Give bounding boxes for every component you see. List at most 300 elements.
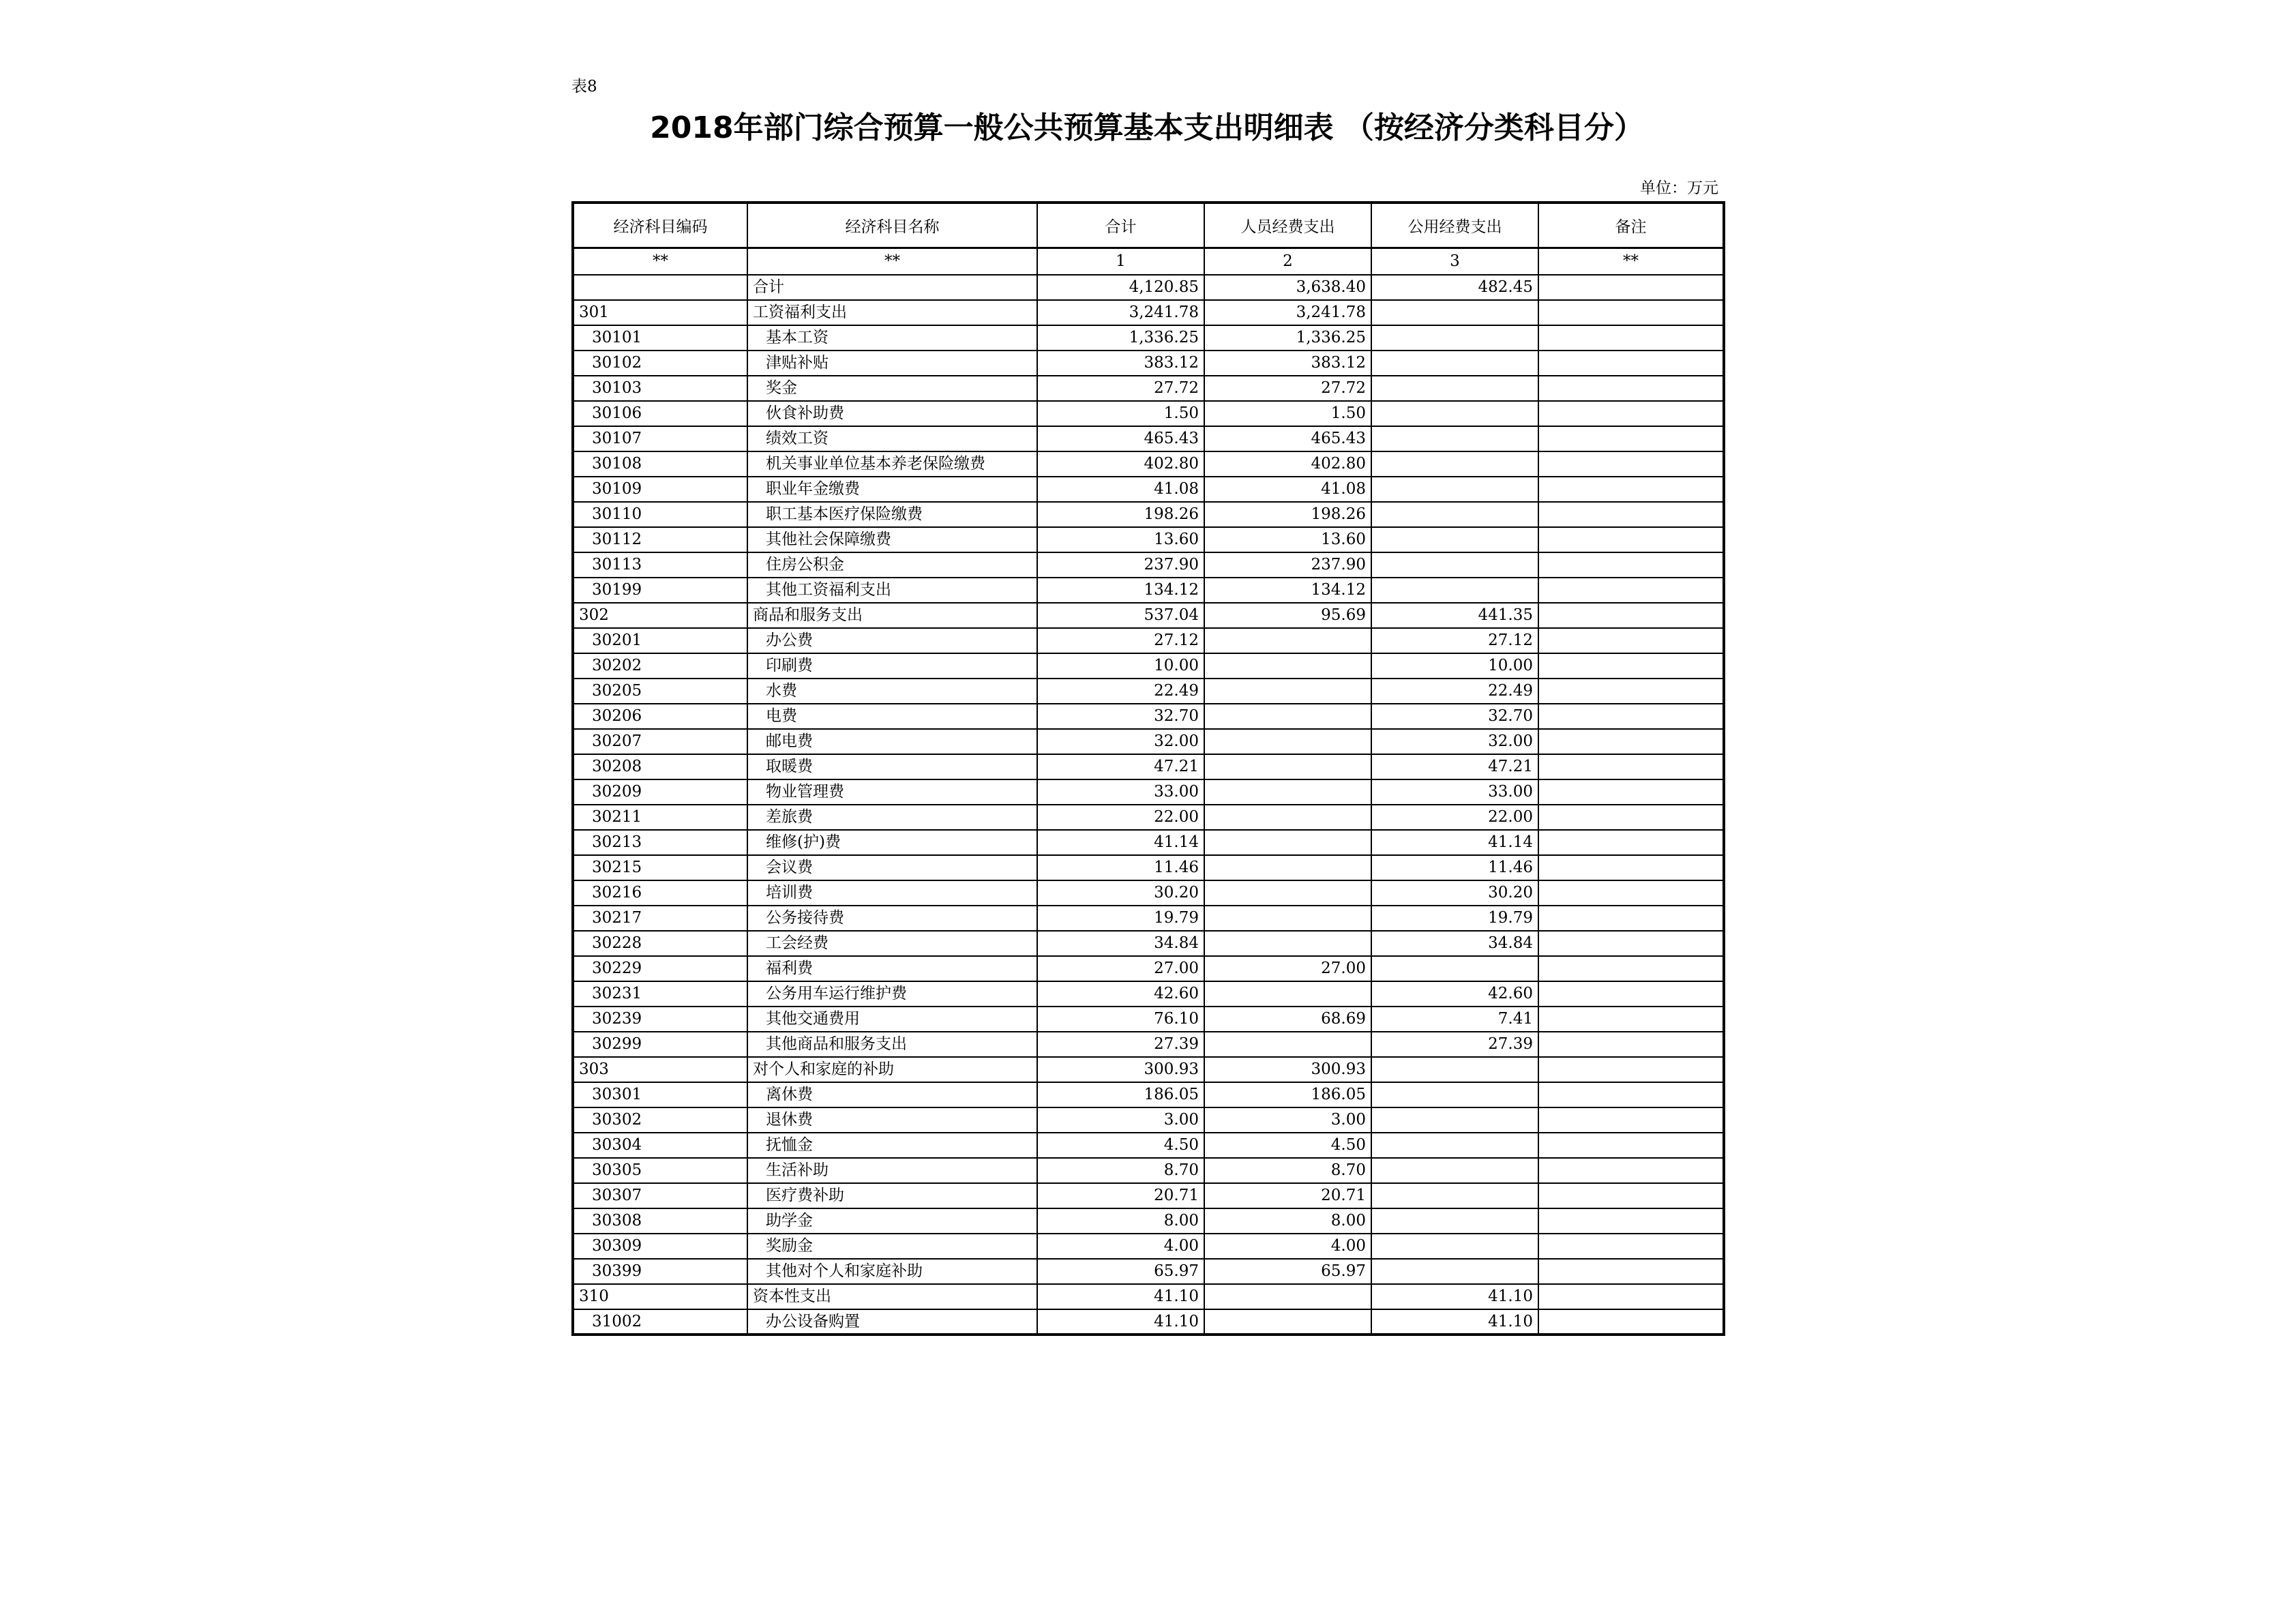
cell-note bbox=[1538, 502, 1724, 527]
cell-note bbox=[1538, 376, 1724, 401]
cell-personnel: 383.12 bbox=[1204, 351, 1371, 376]
cell-public: 19.79 bbox=[1371, 906, 1538, 931]
cell-total: 19.79 bbox=[1037, 906, 1204, 931]
cell-total: 383.12 bbox=[1037, 351, 1204, 376]
table-row bbox=[573, 1259, 1724, 1284]
cell-name: 电费 bbox=[747, 704, 1037, 729]
cell-total: 20.71 bbox=[1037, 1183, 1204, 1208]
cell-total: 76.10 bbox=[1037, 1007, 1204, 1032]
cell-name: 公务接待费 bbox=[747, 906, 1037, 931]
cell-note bbox=[1538, 906, 1724, 931]
cell-personnel bbox=[1204, 805, 1371, 830]
table-label: 表8 bbox=[571, 78, 597, 95]
table-row bbox=[573, 956, 1724, 981]
cell-total: 41.08 bbox=[1037, 477, 1204, 502]
cell-total: 22.49 bbox=[1037, 679, 1204, 704]
cell-code: 30109 bbox=[573, 477, 747, 502]
cell-code: 303 bbox=[573, 1057, 747, 1082]
cell-public bbox=[1371, 1259, 1538, 1284]
cell-personnel: 1.50 bbox=[1204, 401, 1371, 426]
page-title: 2018年部门综合预算一般公共预算基本支出明细表 （按经济分类科目分） bbox=[650, 110, 1644, 145]
table-row bbox=[573, 931, 1724, 956]
table-row bbox=[573, 1107, 1724, 1133]
cell-name: 维修(护)费 bbox=[747, 830, 1037, 855]
cell-name: 其他社会保障缴费 bbox=[747, 527, 1037, 552]
cell-code: 30216 bbox=[573, 880, 747, 906]
header-note: 备注 bbox=[1538, 203, 1724, 248]
cell-name: 其他工资福利支出 bbox=[747, 578, 1037, 603]
cell-public: 441.35 bbox=[1371, 603, 1538, 628]
cell-code: 30108 bbox=[573, 451, 747, 477]
cell-total: 300.93 bbox=[1037, 1057, 1204, 1082]
header-row bbox=[573, 203, 1724, 248]
cell-name: 其他商品和服务支出 bbox=[747, 1032, 1037, 1057]
cell-note bbox=[1538, 805, 1724, 830]
cell-total: 34.84 bbox=[1037, 931, 1204, 956]
cell-note bbox=[1538, 1158, 1724, 1183]
cell-personnel: 65.97 bbox=[1204, 1259, 1371, 1284]
cell-total: 4.00 bbox=[1037, 1234, 1204, 1259]
cell-code: 30102 bbox=[573, 351, 747, 376]
cell-personnel: 300.93 bbox=[1204, 1057, 1371, 1082]
cell-public: 10.00 bbox=[1371, 653, 1538, 679]
table-row bbox=[573, 1208, 1724, 1234]
cell-public: 22.00 bbox=[1371, 805, 1538, 830]
cell-public bbox=[1371, 300, 1538, 325]
cell-name: 商品和服务支出 bbox=[747, 603, 1037, 628]
cell-code: 30199 bbox=[573, 578, 747, 603]
cell-note bbox=[1538, 477, 1724, 502]
cell-public bbox=[1371, 1158, 1538, 1183]
cell-personnel: 27.72 bbox=[1204, 376, 1371, 401]
cell-total: 32.70 bbox=[1037, 704, 1204, 729]
cell-total: 3,241.78 bbox=[1037, 300, 1204, 325]
cell-note bbox=[1538, 1032, 1724, 1057]
table-row bbox=[573, 1082, 1724, 1107]
cell-note bbox=[1538, 1183, 1724, 1208]
table-row bbox=[573, 754, 1724, 779]
cell-public bbox=[1371, 451, 1538, 477]
cell-total: 198.26 bbox=[1037, 502, 1204, 527]
cell-personnel: 186.05 bbox=[1204, 1082, 1371, 1107]
cell-public bbox=[1371, 956, 1538, 981]
cell-public bbox=[1371, 325, 1538, 351]
unit-note: 单位：万元 bbox=[1640, 179, 1718, 197]
table-row bbox=[573, 578, 1724, 603]
cell-note bbox=[1538, 527, 1724, 552]
cell-total: 47.21 bbox=[1037, 754, 1204, 779]
cell-note bbox=[1538, 552, 1724, 578]
cell-name: 住房公积金 bbox=[747, 552, 1037, 578]
cell-total: 41.10 bbox=[1037, 1284, 1204, 1309]
cell-total: 27.12 bbox=[1037, 628, 1204, 653]
cell-public: 32.00 bbox=[1371, 729, 1538, 754]
cell-total: 41.14 bbox=[1037, 830, 1204, 855]
cell-name: 抚恤金 bbox=[747, 1133, 1037, 1158]
cell-public bbox=[1371, 1057, 1538, 1082]
cell-code: 30202 bbox=[573, 653, 747, 679]
cell-total: 186.05 bbox=[1037, 1082, 1204, 1107]
cell-personnel bbox=[1204, 1309, 1371, 1335]
cell-note bbox=[1538, 931, 1724, 956]
cell-name: 机关事业单位基本养老保险缴费 bbox=[747, 451, 1037, 477]
cell-personnel: 41.08 bbox=[1204, 477, 1371, 502]
cell-public bbox=[1371, 1107, 1538, 1133]
cell-public bbox=[1371, 426, 1538, 451]
table-row bbox=[573, 981, 1724, 1007]
table-row bbox=[573, 300, 1724, 325]
cell-name: 会议费 bbox=[747, 855, 1037, 880]
cell-name: 职业年金缴费 bbox=[747, 477, 1037, 502]
colnum-note: ** bbox=[1538, 248, 1724, 275]
cell-personnel: 237.90 bbox=[1204, 552, 1371, 578]
cell-name: 伙食补助费 bbox=[747, 401, 1037, 426]
cell-name: 离休费 bbox=[747, 1082, 1037, 1107]
table-row bbox=[573, 275, 1724, 300]
cell-note bbox=[1538, 426, 1724, 451]
cell-note bbox=[1538, 1309, 1724, 1335]
cell-code: 30112 bbox=[573, 527, 747, 552]
cell-public bbox=[1371, 477, 1538, 502]
cell-total: 42.60 bbox=[1037, 981, 1204, 1007]
cell-note bbox=[1538, 729, 1724, 754]
cell-name: 对个人和家庭的补助 bbox=[747, 1057, 1037, 1082]
cell-personnel: 8.00 bbox=[1204, 1208, 1371, 1234]
cell-note bbox=[1538, 1007, 1724, 1032]
cell-personnel bbox=[1204, 906, 1371, 931]
table-row bbox=[573, 502, 1724, 527]
cell-total: 27.00 bbox=[1037, 956, 1204, 981]
table-row bbox=[573, 679, 1724, 704]
cell-name: 公务用车运行维护费 bbox=[747, 981, 1037, 1007]
cell-code: 30231 bbox=[573, 981, 747, 1007]
cell-public: 7.41 bbox=[1371, 1007, 1538, 1032]
cell-note bbox=[1538, 401, 1724, 426]
cell-public bbox=[1371, 552, 1538, 578]
cell-public bbox=[1371, 1234, 1538, 1259]
cell-note bbox=[1538, 1259, 1724, 1284]
cell-name: 办公设备购置 bbox=[747, 1309, 1037, 1335]
cell-personnel: 95.69 bbox=[1204, 603, 1371, 628]
cell-total: 237.90 bbox=[1037, 552, 1204, 578]
table-row bbox=[573, 1032, 1724, 1057]
cell-public bbox=[1371, 527, 1538, 552]
cell-personnel: 13.60 bbox=[1204, 527, 1371, 552]
cell-code: 30206 bbox=[573, 704, 747, 729]
table-row bbox=[573, 805, 1724, 830]
cell-personnel bbox=[1204, 981, 1371, 1007]
header-public: 公用经费支出 bbox=[1371, 203, 1538, 248]
cell-public bbox=[1371, 578, 1538, 603]
table-row bbox=[573, 401, 1724, 426]
cell-note bbox=[1538, 1107, 1724, 1133]
cell-note bbox=[1538, 351, 1724, 376]
cell-note bbox=[1538, 679, 1724, 704]
cell-note bbox=[1538, 779, 1724, 805]
cell-name: 印刷费 bbox=[747, 653, 1037, 679]
cell-code: 30229 bbox=[573, 956, 747, 981]
cell-code: 30211 bbox=[573, 805, 747, 830]
table-row bbox=[573, 1284, 1724, 1309]
cell-public: 30.20 bbox=[1371, 880, 1538, 906]
cell-public: 42.60 bbox=[1371, 981, 1538, 1007]
cell-total: 32.00 bbox=[1037, 729, 1204, 754]
table-row bbox=[573, 704, 1724, 729]
table-row bbox=[573, 779, 1724, 805]
cell-code: 31002 bbox=[573, 1309, 747, 1335]
cell-total: 4.50 bbox=[1037, 1133, 1204, 1158]
cell-total: 30.20 bbox=[1037, 880, 1204, 906]
cell-total: 3.00 bbox=[1037, 1107, 1204, 1133]
cell-name: 水费 bbox=[747, 679, 1037, 704]
cell-code: 30213 bbox=[573, 830, 747, 855]
colnum-name: ** bbox=[747, 248, 1037, 275]
cell-code: 30239 bbox=[573, 1007, 747, 1032]
cell-name: 津贴补贴 bbox=[747, 351, 1037, 376]
cell-total: 11.46 bbox=[1037, 855, 1204, 880]
cell-public: 27.39 bbox=[1371, 1032, 1538, 1057]
cell-code: 30308 bbox=[573, 1208, 747, 1234]
cell-public: 11.46 bbox=[1371, 855, 1538, 880]
cell-code: 30101 bbox=[573, 325, 747, 351]
cell-personnel bbox=[1204, 779, 1371, 805]
cell-personnel: 4.00 bbox=[1204, 1234, 1371, 1259]
table-row bbox=[573, 855, 1724, 880]
cell-name: 生活补助 bbox=[747, 1158, 1037, 1183]
cell-total: 134.12 bbox=[1037, 578, 1204, 603]
cell-code: 30106 bbox=[573, 401, 747, 426]
cell-note bbox=[1538, 325, 1724, 351]
cell-personnel bbox=[1204, 1032, 1371, 1057]
cell-name: 办公费 bbox=[747, 628, 1037, 653]
cell-note bbox=[1538, 451, 1724, 477]
colnum-public: 3 bbox=[1371, 248, 1538, 275]
table-row bbox=[573, 1158, 1724, 1183]
cell-note bbox=[1538, 578, 1724, 603]
cell-code: 30205 bbox=[573, 679, 747, 704]
cell-public: 33.00 bbox=[1371, 779, 1538, 805]
cell-name: 工资福利支出 bbox=[747, 300, 1037, 325]
table-row bbox=[573, 603, 1724, 628]
cell-personnel: 3,241.78 bbox=[1204, 300, 1371, 325]
cell-code: 301 bbox=[573, 300, 747, 325]
cell-public bbox=[1371, 1208, 1538, 1234]
colnum-personnel: 2 bbox=[1204, 248, 1371, 275]
cell-code: 30217 bbox=[573, 906, 747, 931]
cell-note bbox=[1538, 1133, 1724, 1158]
cell-code: 30399 bbox=[573, 1259, 747, 1284]
cell-public: 47.21 bbox=[1371, 754, 1538, 779]
cell-name: 合计 bbox=[747, 275, 1037, 300]
table-row bbox=[573, 906, 1724, 931]
table-row bbox=[573, 729, 1724, 754]
cell-total: 537.04 bbox=[1037, 603, 1204, 628]
cell-name: 取暖费 bbox=[747, 754, 1037, 779]
table-row bbox=[573, 325, 1724, 351]
cell-code: 30107 bbox=[573, 426, 747, 451]
cell-personnel bbox=[1204, 628, 1371, 653]
cell-public bbox=[1371, 401, 1538, 426]
cell-note bbox=[1538, 653, 1724, 679]
table-row bbox=[573, 451, 1724, 477]
cell-note bbox=[1538, 300, 1724, 325]
cell-note bbox=[1538, 855, 1724, 880]
cell-public bbox=[1371, 1133, 1538, 1158]
table-body bbox=[573, 275, 1724, 1335]
header-name: 经济科目名称 bbox=[747, 203, 1037, 248]
cell-code: 302 bbox=[573, 603, 747, 628]
cell-personnel: 465.43 bbox=[1204, 426, 1371, 451]
table-row bbox=[573, 1183, 1724, 1208]
table-row bbox=[573, 552, 1724, 578]
colnum-code: ** bbox=[573, 248, 747, 275]
cell-public bbox=[1371, 1183, 1538, 1208]
cell-name: 其他对个人和家庭补助 bbox=[747, 1259, 1037, 1284]
cell-personnel: 134.12 bbox=[1204, 578, 1371, 603]
cell-code: 30215 bbox=[573, 855, 747, 880]
table-row bbox=[573, 1234, 1724, 1259]
cell-name: 工会经费 bbox=[747, 931, 1037, 956]
cell-total: 41.10 bbox=[1037, 1309, 1204, 1335]
cell-name: 医疗费补助 bbox=[747, 1183, 1037, 1208]
cell-personnel: 198.26 bbox=[1204, 502, 1371, 527]
cell-code: 30201 bbox=[573, 628, 747, 653]
cell-personnel: 8.70 bbox=[1204, 1158, 1371, 1183]
cell-public: 32.70 bbox=[1371, 704, 1538, 729]
cell-name: 奖励金 bbox=[747, 1234, 1037, 1259]
cell-total: 402.80 bbox=[1037, 451, 1204, 477]
cell-total: 27.39 bbox=[1037, 1032, 1204, 1057]
cell-code: 30302 bbox=[573, 1107, 747, 1133]
cell-name: 绩效工资 bbox=[747, 426, 1037, 451]
cell-total: 8.00 bbox=[1037, 1208, 1204, 1234]
cell-total: 27.72 bbox=[1037, 376, 1204, 401]
cell-public bbox=[1371, 502, 1538, 527]
table-row bbox=[573, 426, 1724, 451]
cell-note bbox=[1538, 275, 1724, 300]
cell-personnel bbox=[1204, 931, 1371, 956]
cell-public: 41.10 bbox=[1371, 1309, 1538, 1335]
cell-name: 职工基本医疗保险缴费 bbox=[747, 502, 1037, 527]
cell-name: 其他交通费用 bbox=[747, 1007, 1037, 1032]
cell-total: 465.43 bbox=[1037, 426, 1204, 451]
cell-personnel: 402.80 bbox=[1204, 451, 1371, 477]
cell-name: 奖金 bbox=[747, 376, 1037, 401]
cell-code: 30209 bbox=[573, 779, 747, 805]
cell-note bbox=[1538, 1208, 1724, 1234]
cell-name: 资本性支出 bbox=[747, 1284, 1037, 1309]
cell-name: 培训费 bbox=[747, 880, 1037, 906]
cell-total: 1.50 bbox=[1037, 401, 1204, 426]
cell-personnel bbox=[1204, 754, 1371, 779]
cell-personnel bbox=[1204, 1284, 1371, 1309]
cell-note bbox=[1538, 956, 1724, 981]
cell-personnel bbox=[1204, 880, 1371, 906]
cell-code: 310 bbox=[573, 1284, 747, 1309]
cell-code: 30103 bbox=[573, 376, 747, 401]
cell-code: 30110 bbox=[573, 502, 747, 527]
cell-code: 30207 bbox=[573, 729, 747, 754]
cell-code: 30299 bbox=[573, 1032, 747, 1057]
cell-public bbox=[1371, 1082, 1538, 1107]
cell-code: 30113 bbox=[573, 552, 747, 578]
cell-note bbox=[1538, 628, 1724, 653]
colnum-total: 1 bbox=[1037, 248, 1204, 275]
table-row bbox=[573, 1057, 1724, 1082]
cell-public: 41.14 bbox=[1371, 830, 1538, 855]
cell-name: 退休费 bbox=[747, 1107, 1037, 1133]
header-total: 合计 bbox=[1037, 203, 1204, 248]
table-row bbox=[573, 351, 1724, 376]
cell-total: 10.00 bbox=[1037, 653, 1204, 679]
table-row bbox=[573, 1007, 1724, 1032]
cell-total: 8.70 bbox=[1037, 1158, 1204, 1183]
cell-code: 30228 bbox=[573, 931, 747, 956]
table-row bbox=[573, 376, 1724, 401]
cell-code: 30208 bbox=[573, 754, 747, 779]
cell-public bbox=[1371, 376, 1538, 401]
cell-note bbox=[1538, 1284, 1724, 1309]
cell-personnel: 27.00 bbox=[1204, 956, 1371, 981]
cell-personnel: 68.69 bbox=[1204, 1007, 1371, 1032]
cell-note bbox=[1538, 1057, 1724, 1082]
cell-personnel bbox=[1204, 855, 1371, 880]
cell-personnel: 4.50 bbox=[1204, 1133, 1371, 1158]
cell-public: 34.84 bbox=[1371, 931, 1538, 956]
cell-personnel bbox=[1204, 830, 1371, 855]
cell-note bbox=[1538, 981, 1724, 1007]
cell-name: 助学金 bbox=[747, 1208, 1037, 1234]
cell-code: 30309 bbox=[573, 1234, 747, 1259]
table-row bbox=[573, 1309, 1724, 1335]
cell-note bbox=[1538, 754, 1724, 779]
cell-code: 30307 bbox=[573, 1183, 747, 1208]
cell-note bbox=[1538, 880, 1724, 906]
table-row bbox=[573, 880, 1724, 906]
cell-total: 65.97 bbox=[1037, 1259, 1204, 1284]
cell-public: 27.12 bbox=[1371, 628, 1538, 653]
cell-personnel bbox=[1204, 704, 1371, 729]
cell-total: 1,336.25 bbox=[1037, 325, 1204, 351]
cell-total: 13.60 bbox=[1037, 527, 1204, 552]
cell-note bbox=[1538, 704, 1724, 729]
cell-public bbox=[1371, 351, 1538, 376]
cell-personnel bbox=[1204, 729, 1371, 754]
header-personnel: 人员经费支出 bbox=[1204, 203, 1371, 248]
table-row bbox=[573, 830, 1724, 855]
cell-personnel: 1,336.25 bbox=[1204, 325, 1371, 351]
table-row bbox=[573, 653, 1724, 679]
table-row bbox=[573, 1133, 1724, 1158]
cell-name: 福利费 bbox=[747, 956, 1037, 981]
table-row bbox=[573, 477, 1724, 502]
cell-personnel: 3,638.40 bbox=[1204, 275, 1371, 300]
cell-name: 物业管理费 bbox=[747, 779, 1037, 805]
cell-personnel bbox=[1204, 653, 1371, 679]
cell-personnel bbox=[1204, 679, 1371, 704]
cell-note bbox=[1538, 603, 1724, 628]
cell-personnel: 3.00 bbox=[1204, 1107, 1371, 1133]
cell-note bbox=[1538, 1082, 1724, 1107]
cell-code bbox=[573, 275, 747, 300]
cell-note bbox=[1538, 830, 1724, 855]
cell-note bbox=[1538, 1234, 1724, 1259]
cell-code: 30305 bbox=[573, 1158, 747, 1183]
table-row bbox=[573, 527, 1724, 552]
cell-total: 22.00 bbox=[1037, 805, 1204, 830]
cell-total: 33.00 bbox=[1037, 779, 1204, 805]
cell-personnel: 20.71 bbox=[1204, 1183, 1371, 1208]
